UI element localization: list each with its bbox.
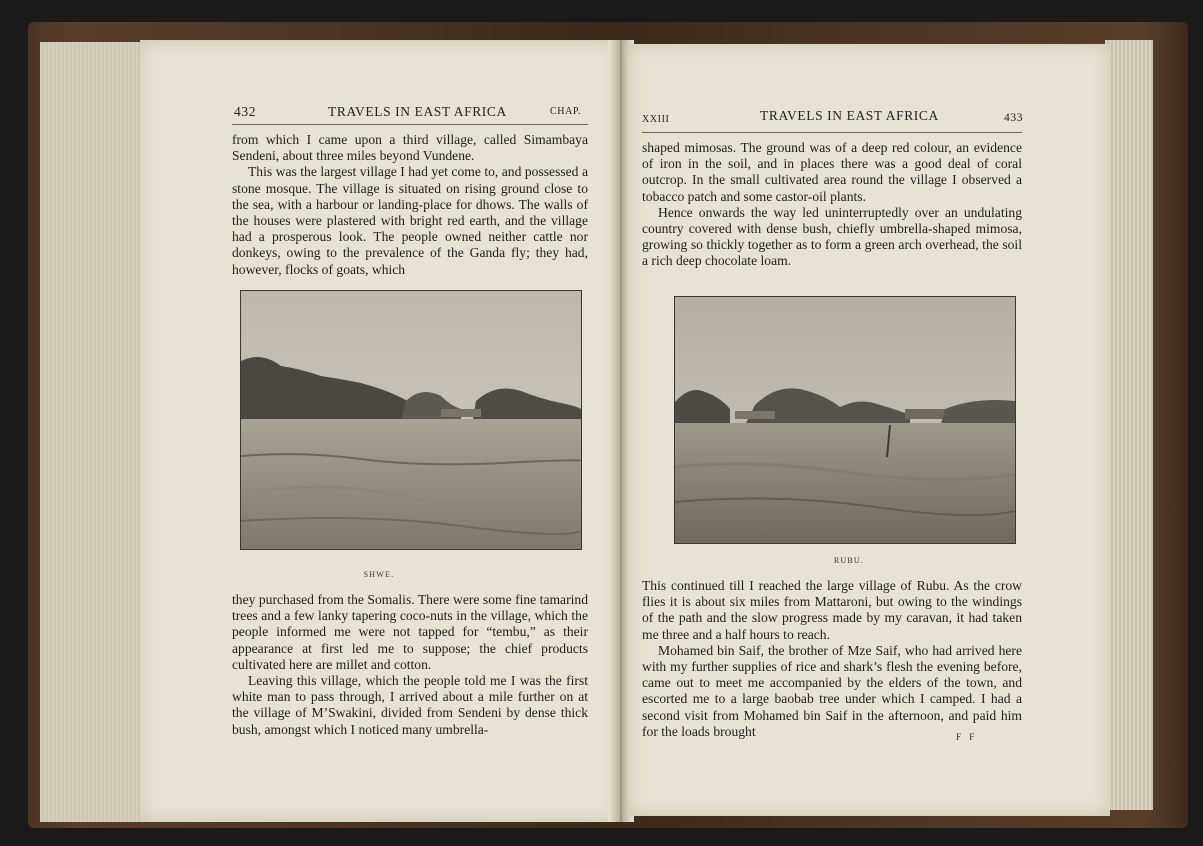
shwe-photograph	[240, 290, 582, 550]
left-paragraph-4: Leaving this village, which the people told me I was the first white man to pass through, I arrived about a mile further on at the village of M’Swakini, divided from Sendeni by dense thick bush, amongst which I noticed many umbrella-	[232, 673, 588, 737]
left-paragraph-1: from which I came upon a third village, called Simambaya Sendeni, about three miles beyond Vundene.	[232, 132, 588, 164]
right-header-rule	[642, 132, 1022, 133]
left-page	[140, 40, 618, 822]
left-top-text	[232, 132, 588, 278]
left-paragraph-2: This was the largest village I had yet come to, and possessed a stone mosque. The village is situated on rising ground close to the sea, with a harbour or landing-place for dhows. The walls of the houses were plastered with bright red earth, and the village had a prosperous look. The people owned neither cattle nor donkeys, owing to the prevalence of the Ganda fly; they had, however, flocks of goats, which	[232, 164, 588, 277]
right-paragraph-4: Mohamed bin Saif, the brother of Mze Saif, who had arrived here with my further supplies of rice and shark’s flesh the evening before, came out to meet me accompanied by the elders of the town, and escorted me to a large baobab tree under which I camped. I had a second visit from Mohamed bin Saif in the afternoon, and paid him for the loads brought	[642, 642, 1022, 739]
shwe-caption: SHWE.	[363, 570, 395, 579]
right-top-text	[642, 140, 1022, 270]
right-paragraph-2: Hence onwards the way led uninterruptedly over an undulating country covered with dense bush, chiefly umbrella-shaped mimosa, growing so thickly together as to form a green arch overhead, the soil a rich deep chocolate loam.	[642, 204, 1022, 269]
signature-mark: F F	[956, 732, 978, 742]
right-paragraph-3: This continued till I reached the large village of Rubu. As the crow flies it is about six miles from Mattaroni, but owing to the windings of the path and the slow progress made by my caravan, it had taken me three and a half hours to reach.	[642, 578, 1022, 642]
left-bottom-text	[232, 592, 588, 738]
left-paragraph-3: they purchased from the Somalis. There were some fine tamarind trees and a few lanky tapering coco-nuts in the village, which the people informed me were not tapped for “tembu,” as their appearance at first led me to suppose; the chief products cultivated here are millet and cotton.	[232, 592, 588, 672]
right-page-edges	[1105, 40, 1153, 810]
left-page-edges	[40, 42, 140, 822]
left-header-rule	[232, 124, 588, 125]
rubu-caption: RUBU.	[833, 556, 865, 565]
left-page-number: 432	[234, 104, 257, 119]
right-chapter-label: XXIII	[642, 114, 670, 125]
right-page	[628, 44, 1110, 816]
left-chapter-label: CHAP.	[550, 106, 582, 117]
right-paragraph-1: shaped mimosas. The ground was of a deep red colour, an evidence of iron in the soil, and in places there was a good deal of coral outcrop. In the small cultivated area round the village I observed a tobacco patch and some castor-oil plants.	[642, 140, 1022, 204]
right-bottom-text	[642, 578, 1022, 740]
right-running-title: TRAVELS IN EAST AFRICA	[760, 108, 939, 123]
left-running-title: TRAVELS IN EAST AFRICA	[328, 104, 507, 119]
rubu-photograph	[674, 296, 1016, 544]
right-page-number: 433	[1004, 112, 1024, 124]
